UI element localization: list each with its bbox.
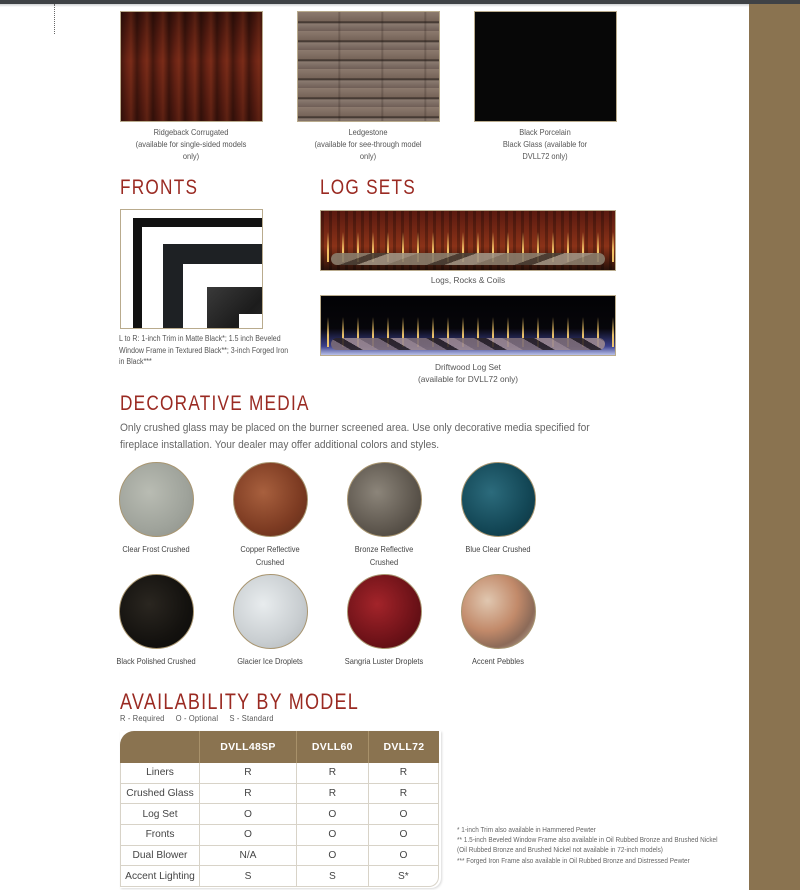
logs <box>331 253 605 265</box>
fronts-image <box>120 209 263 329</box>
label-line: Bronze Reflective <box>354 544 414 554</box>
cell: R <box>297 763 369 784</box>
caption-line: Black Glass (available for <box>502 139 588 149</box>
ridgeback-corrugated-swatch <box>120 11 263 122</box>
caption-line: (available for see-through model <box>314 139 422 149</box>
label-line: Sangria Luster Droplets <box>344 656 424 666</box>
media-label <box>221 543 320 568</box>
cell: S <box>297 866 369 887</box>
label-line: Copper Reflective <box>240 544 300 554</box>
cell: O <box>369 804 439 825</box>
cell: R <box>369 763 439 784</box>
table-row <box>120 846 439 867</box>
label-line: Crushed <box>255 556 285 567</box>
table-row <box>120 825 439 846</box>
label-line: Crushed <box>369 556 399 567</box>
clear-frost-swatch <box>119 462 194 537</box>
caption-line: DVLL72 only) <box>522 151 568 161</box>
availability-legend: R - Required O - Optional S - Standard <box>120 713 274 723</box>
header-dvll60: DVLL60 <box>297 731 369 763</box>
row-label: Fronts <box>120 825 200 846</box>
media-clear-frost <box>101 462 211 556</box>
caption-line: Ridgeback Corrugated <box>153 127 229 137</box>
cell: O <box>297 825 369 846</box>
page-margin-guide <box>54 4 55 34</box>
header-dvll48sp: DVLL48SP <box>200 731 297 763</box>
decorative-media-description: Only crushed glass may be placed on the burner screened area. Use only decorative media specified for fireplace installation. Your dealer may offer additional colors and styles. <box>120 422 590 451</box>
sangria-luster-swatch <box>347 574 422 649</box>
blue-clear-swatch <box>461 462 536 537</box>
log-sets-heading: LOG SETS <box>320 176 416 199</box>
fronts-caption: L to R: 1-inch Trim in Matte Black*; 1.5 inch Beveled Window Frame in Textured Black**; 3-inch Forged Iron in Black*** <box>119 334 289 366</box>
caption-line: Black Porcelain <box>519 127 571 137</box>
glacier-ice-swatch <box>233 574 308 649</box>
ridgeback-caption <box>115 126 268 162</box>
cell: O <box>297 804 369 825</box>
black-polished-swatch <box>119 574 194 649</box>
footnote: (Oil Rubbed Bronze and Brushed Nickel not available in 72-inch models) <box>457 845 663 855</box>
viewer-top-shadow <box>0 4 749 7</box>
cell: S* <box>369 866 439 887</box>
cell: S <box>200 866 297 887</box>
media-label <box>449 655 548 668</box>
availability-table <box>120 731 439 887</box>
logs-rocks-coils-caption <box>320 274 616 286</box>
row-label: Liners <box>120 763 200 784</box>
label-line: Blue Clear Crushed <box>465 544 531 554</box>
cell: R <box>297 784 369 805</box>
media-label <box>107 655 206 668</box>
label-line: Clear Frost Crushed <box>122 544 190 554</box>
footnotes <box>457 825 721 866</box>
table-row <box>120 784 439 805</box>
media-label <box>335 543 434 568</box>
logs <box>331 338 605 350</box>
page-side-strip <box>749 0 800 890</box>
ledgestone-swatch <box>297 11 440 122</box>
black-porcelain-swatch <box>474 11 617 122</box>
copper-reflective-swatch <box>233 462 308 537</box>
accent-pebbles-swatch <box>461 574 536 649</box>
cell: O <box>369 846 439 867</box>
row-label: Log Set <box>120 804 200 825</box>
media-blue-clear <box>443 462 553 556</box>
cell: R <box>369 784 439 805</box>
cell: R <box>200 763 297 784</box>
media-black-polished <box>101 574 211 668</box>
cell: O <box>369 825 439 846</box>
table-header-row <box>120 731 439 763</box>
driftwood-log-set-image <box>320 295 616 356</box>
media-label <box>107 543 206 556</box>
driftwood-caption <box>320 361 616 385</box>
footnote: * 1-inch Trim also available in Hammered Pewter <box>457 825 596 834</box>
table-row <box>120 804 439 825</box>
media-accent-pebbles <box>443 574 553 668</box>
caption-line: Driftwood Log Set <box>435 362 501 372</box>
cell: O <box>200 804 297 825</box>
row-label: Accent Lighting <box>120 866 200 887</box>
header-corner <box>120 731 200 763</box>
footnote: *** Forged Iron Frame also available in Oil Rubbed Bronze and Distressed Pewter <box>457 855 690 865</box>
cell: O <box>297 846 369 867</box>
bronze-reflective-swatch <box>347 462 422 537</box>
caption-line: Ledgestone <box>348 127 388 137</box>
row-label: Crushed Glass <box>120 784 200 805</box>
logs-rocks-coils-image <box>320 210 616 271</box>
forged-iron-opening <box>239 314 263 329</box>
ledgestone-caption <box>292 126 445 162</box>
caption-line: Logs, Rocks & Coils <box>430 275 506 285</box>
media-copper-reflective <box>215 462 325 568</box>
caption-line: (available for single-sided models <box>135 139 247 149</box>
header-dvll72: DVLL72 <box>369 731 439 763</box>
decorative-media-heading: DECORATIVE MEDIA <box>120 392 310 415</box>
cell: N/A <box>200 846 297 867</box>
row-label: Dual Blower <box>120 846 200 867</box>
footnote: ** 1.5-inch Beveled Window Frame also available in Oil Rubbed Bronze and Brushed Nickel <box>457 835 718 845</box>
availability-heading: AVAILABILITY BY MODEL <box>120 689 360 714</box>
cell: R <box>200 784 297 805</box>
media-label <box>221 655 320 668</box>
fronts-heading: FRONTS <box>120 176 199 199</box>
caption-line: only) <box>359 151 377 161</box>
table-row <box>120 763 439 784</box>
media-bronze-reflective <box>329 462 439 568</box>
caption-line: only) <box>182 151 200 161</box>
label-line: Accent Pebbles <box>472 656 524 666</box>
media-glacier-ice <box>215 574 325 668</box>
black-porcelain-caption <box>469 126 622 162</box>
caption-line: (available for DVLL72 only) <box>417 374 519 384</box>
label-line: Black Polished Crushed <box>116 656 196 666</box>
viewer-top-bar-right <box>749 0 800 4</box>
media-label <box>449 543 548 556</box>
media-sangria-luster <box>329 574 439 668</box>
media-label <box>335 655 434 668</box>
cell: O <box>200 825 297 846</box>
label-line: Glacier Ice Droplets <box>237 656 303 666</box>
table-row <box>120 866 439 887</box>
